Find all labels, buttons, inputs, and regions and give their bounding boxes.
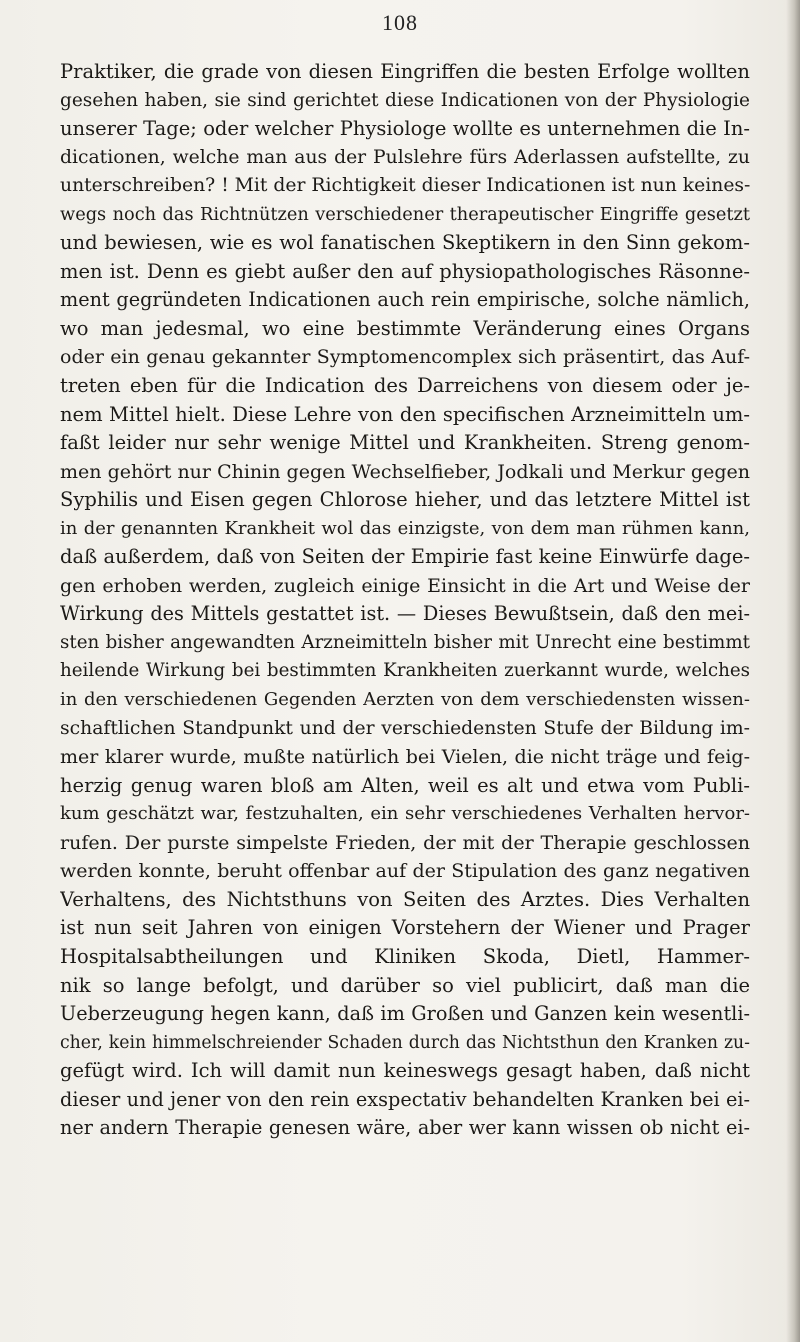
text-line: oder ein genau gekannter Symptomencomplex sich präsentirt, das Auf- xyxy=(60,346,750,369)
text-line: ment gegründeten Indicationen auch rein empirische, solche nämlich, xyxy=(60,288,750,312)
text-line: gefügt wird. Ich will damit nun keineswegs gesagt haben, daß nicht xyxy=(60,1059,750,1083)
page-number: 108 xyxy=(382,10,418,35)
text-line: rufen. Der purste simpelste Frieden, der mit der Therapie geschlossen xyxy=(60,831,750,854)
text-line: kum geschätzt war, festzuhalten, ein sehr verschiedenes Verhalten hervor- xyxy=(60,803,750,825)
text-line: sten bisher angewandten Arzneimitteln bisher mit Unrecht eine bestimmt xyxy=(60,631,750,653)
text-line: men gehört nur Chinin gegen Wechselfieber, Jodkali und Merkur gegen xyxy=(60,460,750,483)
text-line: in den verschiedenen Gegenden Aerzten von dem verschiedensten wissen- xyxy=(60,689,750,711)
text-line: daß außerdem, daß von Seiten der Empirie fast keine Einwürfe dage- xyxy=(60,545,750,569)
text-line: men ist. Denn es giebt außer den auf physiopathologisches Räsonne- xyxy=(60,259,750,283)
text-line: gesehen haben, sie sind gerichtet diese Indicationen von der Physiologie xyxy=(60,89,750,111)
text-line: heilende Wirkung bei bestimmten Krankheiten zuerkannt wurde, welches xyxy=(60,660,750,682)
text-line: schaftlichen Standpunkt und der verschiedensten Stufe der Bildung im- xyxy=(60,717,750,739)
body-text xyxy=(60,58,750,1143)
text-line: treten eben für die Indication des Darreichens von diesem oder je- xyxy=(60,374,750,398)
text-line: wegs noch das Richtnützen verschiedener therapeutischer Eingriffe gesetzt xyxy=(60,204,750,225)
text-line: mer klarer wurde, mußte natürlich bei Vielen, die nicht träge und feig- xyxy=(60,746,750,769)
text-line: unserer Tage; oder welcher Physiologe wollte es unternehmen die In- xyxy=(60,117,750,141)
text-line: Wirkung des Mittels gestattet ist. — Dieses Bewußtsein, daß den mei- xyxy=(60,602,750,626)
text-line: dieser und jener von den rein exspectativ behandelten Kranken bei ei- xyxy=(60,1087,750,1111)
text-line: Syphilis und Eisen gegen Chlorose hieher, und das letztere Mittel ist xyxy=(60,488,750,512)
text-line: unterschreiben? ! Mit der Richtigkeit dieser Indicationen ist nun keines- xyxy=(60,175,750,197)
text-line: Praktiker, die grade von diesen Eingriffen die besten Erfolge wollten xyxy=(60,60,750,83)
text-line: cher, kein himmelschreiender Schaden durch das Nichtsthun den Kranken zu- xyxy=(60,1032,750,1053)
text-line: in der genannten Krankheit wol das einzigste, von dem man rühmen kann, xyxy=(60,517,750,539)
text-line: ner andern Therapie genesen wäre, aber wer kann wissen ob nicht ei- xyxy=(60,1116,750,1140)
text-line: nik so lange befolgt, und darüber so viel publicirt, daß man die xyxy=(60,973,750,997)
text-line: und bewiesen, wie es wol fanatischen Skeptikern in den Sinn gekom- xyxy=(60,231,750,255)
text-line: Hospitalsabtheilungen und Kliniken Skoda, Dietl, Hammer- xyxy=(60,944,750,968)
text-line: Verhaltens, des Nichtsthuns von Seiten des Arztes. Dies Verhalten xyxy=(60,887,750,911)
text-line: nem Mittel hielt. Diese Lehre von den specifischen Arzneimitteln um- xyxy=(60,402,750,426)
page-edge-shadow xyxy=(786,0,800,1342)
text-line: faßt leider nur sehr wenige Mittel und Krankheiten. Streng genom- xyxy=(60,431,750,455)
text-line: Ueberzeugung hegen kann, daß im Großen und Ganzen kein wesentli- xyxy=(60,1002,750,1026)
text-line: werden konnte, beruht offenbar auf der Stipulation des ganz negativen xyxy=(60,860,750,883)
text-line: herzig genug waren bloß am Alten, weil es alt und etwa vom Publi- xyxy=(60,773,750,797)
text-line: gen erhoben werden, zugleich einige Einsicht in die Art und Weise der xyxy=(60,574,750,597)
text-line: ist nun seit Jahren von einigen Vorstehern der Wiener und Prager xyxy=(60,916,750,940)
text-line: dicationen, welche man aus der Pulslehre fürs Aderlassen aufstellte, zu xyxy=(60,146,750,168)
text-line: wo man jedesmal, wo eine bestimmte Veränderung eines Organs xyxy=(60,316,750,340)
